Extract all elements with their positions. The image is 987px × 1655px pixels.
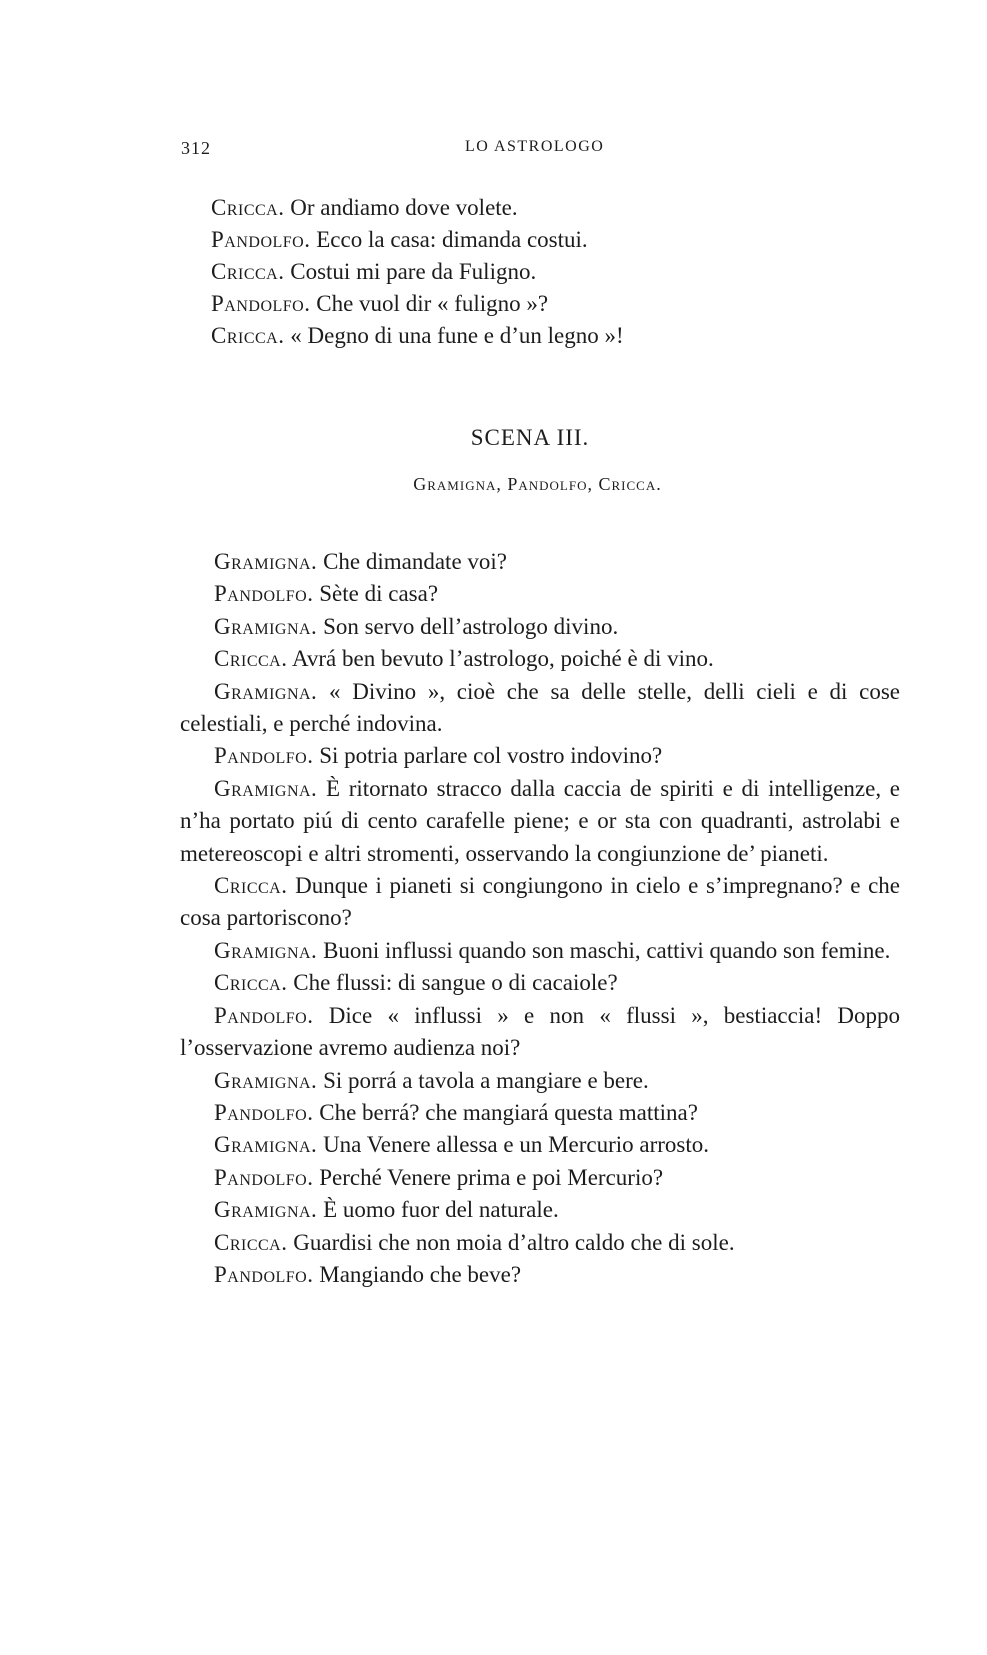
speech-text: Sète di casa? — [313, 581, 439, 607]
speaker-name: Pandolfo. — [211, 291, 311, 316]
running-title: LO ASTROLOGO — [465, 138, 605, 155]
speech — [180, 546, 900, 578]
speech — [180, 676, 900, 741]
speech-text: Dice « influssi » e non « flussi », bestiaccia! Doppo l’osservazione avremo audienza noi? — [180, 1002, 900, 1061]
speech-text: È ritornato stracco dalla caccia de spiriti e di intelligenze, e n’ha portato piú di cento carafelle piene; e or sta con quadranti, astrolabi e metereoscopi e altri stromenti, osservando la congiunzione de’ pianeti. — [180, 775, 900, 866]
speaker-name: Pandolfo. — [214, 1002, 314, 1028]
speech-text: Una Venere allessa e un Mercurio arrosto. — [317, 1132, 710, 1158]
speech-text: Che flussi: di sangue o di cacaiole? — [287, 970, 618, 996]
speech-text: Si potria parlare col vostro indovino? — [313, 743, 663, 769]
speech — [180, 643, 900, 675]
speaker-name: Cricca. — [214, 970, 288, 996]
scene-title: SCENA III. — [470, 425, 590, 450]
speech-text: Si porrá a tavola a mangiare e bere. — [317, 1067, 649, 1093]
speech-text: Che dimandate voi? — [317, 549, 508, 574]
speaker-name: Cricca. — [211, 323, 285, 348]
speech-text: « Degno di una fune e d’un legno »! — [284, 323, 624, 348]
speaker-name: Gramigna. — [214, 1067, 318, 1093]
speaker-name: Pandolfo. — [214, 1164, 314, 1190]
speech-text: È uomo fuor del naturale. — [317, 1197, 559, 1223]
speech — [180, 1097, 900, 1129]
speech — [180, 578, 900, 610]
speaker-name: Gramigna. — [214, 549, 318, 574]
speech-text: Guardisi che non moia d’altro caldo che di sole. — [287, 1229, 735, 1255]
speech-text: Ecco la casa: dimanda costui. — [310, 227, 588, 252]
speaker-name: Gramigna. — [214, 1197, 318, 1223]
speech — [180, 773, 900, 870]
running-head — [0, 138, 987, 168]
speech — [180, 870, 900, 935]
dialogue — [180, 546, 900, 1291]
opening-line — [211, 320, 911, 352]
speaker-name: Cricca. — [211, 259, 285, 284]
speech-text: Perché Venere prima e poi Mercurio? — [313, 1164, 664, 1190]
opening-line — [211, 288, 911, 320]
speech-text: Avrá ben bevuto l’astrologo, poiché è di vino. — [287, 646, 714, 672]
speaker-name: Gramigna. — [214, 1132, 318, 1158]
speech-text: « Divino », cioè che sa delle stelle, delli cieli e di cose celestiali, e perché indovina. — [180, 678, 900, 737]
opening-lines — [211, 192, 911, 352]
speech — [180, 935, 900, 967]
speaker-name: Cricca. — [211, 195, 285, 220]
speech — [180, 1162, 900, 1194]
speaker-name: Cricca. — [214, 646, 288, 672]
page-number: 312 — [181, 138, 211, 158]
speaker-name: Cricca. — [214, 1229, 288, 1255]
speech — [180, 1194, 900, 1226]
speech — [180, 967, 900, 999]
speech-text: Mangiando che beve? — [313, 1261, 522, 1287]
speaker-name: Cricca. — [214, 873, 288, 899]
speaker-name: Gramigna. — [214, 678, 318, 704]
speech — [180, 740, 900, 772]
speaker-name: Gramigna. — [214, 937, 318, 963]
speech-text: Che vuol dir « fuligno »? — [310, 291, 549, 316]
speaker-name: Pandolfo. — [214, 581, 314, 607]
speech — [180, 611, 900, 643]
speech — [180, 1227, 900, 1259]
speech — [180, 1129, 900, 1161]
speech — [180, 1065, 900, 1097]
speaker-name: Pandolfo. — [211, 227, 311, 252]
speech-text: Or andiamo dove volete. — [284, 195, 518, 220]
speech-text: Dunque i pianeti si congiungono in cielo e s’impregnano? e che cosa partoriscono? — [180, 873, 900, 931]
speaker-name: Pandolfo. — [214, 1261, 314, 1287]
speech — [180, 1259, 900, 1291]
opening-line — [211, 256, 911, 288]
speaker-name: Pandolfo. — [214, 743, 314, 769]
opening-line — [211, 192, 911, 224]
speech-text: Buoni influssi quando son maschi, cattivi quando son femine. — [317, 937, 891, 963]
speaker-name: Gramigna. — [214, 775, 318, 801]
speech-text: Che berrá? che mangiará questa mattina? — [313, 1099, 698, 1125]
speech — [180, 1000, 900, 1065]
speech-text: Costui mi pare da Fuligno. — [284, 259, 537, 284]
speech-text: Son servo dell’astrologo divino. — [317, 613, 619, 639]
opening-line — [211, 224, 911, 256]
speaker-name: Gramigna. — [214, 613, 318, 639]
scene-cast: Gramigna, Pandolfo, Cricca. — [413, 474, 662, 494]
speaker-name: Pandolfo. — [214, 1099, 314, 1125]
